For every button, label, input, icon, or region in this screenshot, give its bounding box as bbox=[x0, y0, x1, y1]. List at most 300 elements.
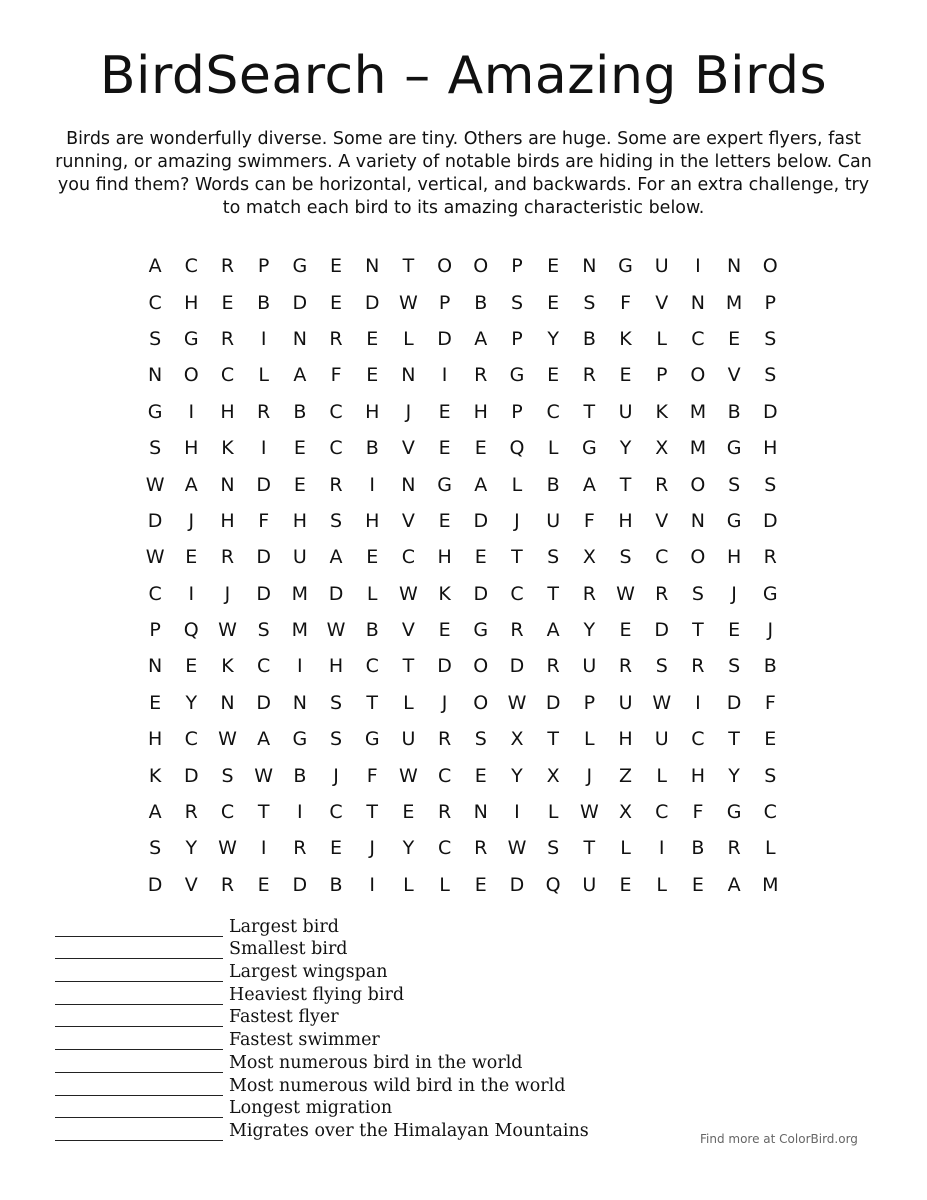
grid-letter[interactable]: H bbox=[690, 764, 706, 787]
grid-letter[interactable]: O bbox=[690, 364, 706, 387]
grid-letter[interactable]: E bbox=[438, 509, 451, 532]
grid-letter[interactable]: E bbox=[547, 364, 560, 387]
grid-letter[interactable]: E bbox=[691, 873, 704, 896]
grid-letter[interactable]: W bbox=[145, 473, 165, 496]
grid-letter[interactable]: S bbox=[728, 473, 741, 496]
grid-letter[interactable]: C bbox=[437, 764, 452, 787]
grid-letter[interactable]: C bbox=[329, 801, 343, 824]
grid-letter[interactable]: R bbox=[727, 837, 741, 860]
grid-letter[interactable]: E bbox=[474, 764, 487, 787]
grid-letter[interactable]: E bbox=[402, 801, 415, 824]
grid-letter[interactable]: E bbox=[438, 437, 451, 460]
grid-letter[interactable]: H bbox=[147, 728, 163, 751]
grid-letter[interactable]: D bbox=[147, 509, 163, 532]
grid-letter[interactable]: O bbox=[473, 255, 489, 278]
grid-letter[interactable]: L bbox=[547, 437, 559, 460]
answer-blank[interactable] bbox=[55, 1056, 223, 1073]
grid-letter[interactable]: C bbox=[401, 546, 416, 569]
grid-letter[interactable]: J bbox=[333, 764, 339, 787]
grid-letter[interactable]: G bbox=[726, 509, 742, 532]
grid-letter[interactable]: Y bbox=[583, 619, 596, 642]
grid-letter[interactable]: X bbox=[655, 437, 669, 460]
grid-letter[interactable]: B bbox=[763, 655, 777, 678]
grid-letter[interactable]: T bbox=[257, 801, 270, 824]
grid-letter[interactable]: C bbox=[437, 837, 452, 860]
grid-letter[interactable]: C bbox=[257, 655, 271, 678]
grid-letter[interactable]: D bbox=[473, 509, 489, 532]
grid-letter[interactable]: C bbox=[546, 400, 560, 423]
grid-letter[interactable]: C bbox=[365, 655, 379, 678]
grid-letter[interactable]: F bbox=[692, 801, 704, 824]
grid-letter[interactable]: N bbox=[401, 473, 416, 496]
grid-letter[interactable]: S bbox=[547, 837, 560, 860]
grid-letter[interactable]: H bbox=[328, 655, 344, 678]
grid-letter[interactable]: E bbox=[728, 619, 741, 642]
grid-letter[interactable]: L bbox=[656, 327, 668, 350]
grid-letter[interactable]: M bbox=[291, 582, 309, 605]
grid-letter[interactable]: R bbox=[474, 364, 488, 387]
grid-letter[interactable]: C bbox=[148, 291, 162, 314]
grid-letter[interactable]: D bbox=[292, 291, 308, 314]
answer-blank[interactable] bbox=[55, 1079, 223, 1096]
grid-letter[interactable]: R bbox=[474, 837, 488, 860]
grid-letter[interactable]: C bbox=[220, 801, 235, 824]
grid-letter[interactable]: U bbox=[401, 728, 416, 751]
grid-letter[interactable]: U bbox=[654, 728, 669, 751]
grid-letter[interactable]: S bbox=[474, 728, 487, 751]
grid-letter[interactable]: H bbox=[220, 400, 235, 423]
grid-letter[interactable]: D bbox=[762, 400, 778, 423]
grid-letter[interactable]: N bbox=[220, 473, 235, 496]
grid-letter[interactable]: R bbox=[257, 400, 271, 423]
grid-letter[interactable]: S bbox=[764, 327, 777, 350]
grid-letter[interactable]: P bbox=[257, 255, 270, 278]
grid-letter[interactable]: M bbox=[689, 400, 707, 423]
grid-letter[interactable]: H bbox=[292, 509, 307, 532]
grid-letter[interactable]: A bbox=[184, 473, 198, 496]
grid-letter[interactable]: G bbox=[762, 582, 778, 605]
grid-letter[interactable]: P bbox=[149, 619, 161, 642]
grid-letter[interactable]: B bbox=[257, 291, 271, 314]
grid-letter[interactable]: C bbox=[691, 728, 705, 751]
grid-letter[interactable]: J bbox=[586, 764, 593, 787]
grid-letter[interactable]: S bbox=[330, 691, 343, 714]
grid-letter[interactable]: L bbox=[764, 837, 776, 860]
grid-letter[interactable]: L bbox=[656, 764, 668, 787]
grid-letter[interactable]: E bbox=[438, 400, 451, 423]
grid-letter[interactable]: F bbox=[620, 291, 631, 314]
grid-letter[interactable]: S bbox=[330, 728, 343, 751]
grid-letter[interactable]: A bbox=[329, 546, 343, 569]
grid-letter[interactable]: A bbox=[582, 473, 596, 496]
grid-letter[interactable]: V bbox=[655, 291, 669, 314]
grid-letter[interactable]: I bbox=[188, 582, 195, 605]
grid-letter[interactable]: R bbox=[437, 801, 452, 824]
grid-letter[interactable]: N bbox=[292, 327, 307, 350]
grid-letter[interactable]: B bbox=[293, 400, 307, 423]
grid-letter[interactable]: W bbox=[652, 691, 672, 714]
grid-letter[interactable]: B bbox=[293, 764, 307, 787]
grid-letter[interactable]: R bbox=[329, 327, 343, 350]
grid-letter[interactable]: N bbox=[401, 364, 416, 387]
grid-letter[interactable]: E bbox=[330, 255, 343, 278]
grid-letter[interactable]: K bbox=[221, 655, 234, 678]
grid-letter[interactable]: E bbox=[149, 691, 162, 714]
grid-letter[interactable]: W bbox=[399, 291, 418, 314]
grid-letter[interactable]: T bbox=[619, 473, 632, 496]
grid-letter[interactable]: E bbox=[185, 655, 198, 678]
grid-letter[interactable]: T bbox=[366, 691, 379, 714]
grid-letter[interactable]: F bbox=[583, 509, 595, 532]
grid-letter[interactable]: I bbox=[188, 400, 195, 423]
answer-blank[interactable] bbox=[55, 942, 223, 959]
grid-letter[interactable]: J bbox=[731, 582, 737, 605]
grid-letter[interactable]: L bbox=[656, 873, 668, 896]
grid-letter[interactable]: D bbox=[437, 655, 452, 678]
grid-letter[interactable]: D bbox=[256, 473, 271, 496]
grid-letter[interactable]: I bbox=[260, 437, 267, 460]
grid-letter[interactable]: D bbox=[545, 691, 561, 714]
grid-letter[interactable]: K bbox=[619, 327, 632, 350]
grid-letter[interactable]: D bbox=[256, 691, 271, 714]
grid-letter[interactable]: G bbox=[618, 255, 633, 278]
grid-letter[interactable]: S bbox=[149, 437, 162, 460]
grid-letter[interactable]: J bbox=[514, 509, 520, 532]
grid-letter[interactable]: J bbox=[188, 509, 195, 532]
grid-letter[interactable]: O bbox=[762, 255, 778, 278]
grid-letter[interactable]: E bbox=[438, 619, 451, 642]
grid-letter[interactable]: J bbox=[767, 619, 774, 642]
grid-letter[interactable]: P bbox=[438, 291, 451, 314]
grid-letter[interactable]: H bbox=[184, 291, 199, 314]
grid-letter[interactable]: D bbox=[183, 764, 199, 787]
grid-letter[interactable]: O bbox=[690, 473, 706, 496]
grid-letter[interactable]: Q bbox=[545, 873, 561, 896]
grid-letter[interactable]: H bbox=[220, 509, 235, 532]
grid-letter[interactable]: R bbox=[655, 473, 669, 496]
grid-letter[interactable]: I bbox=[695, 691, 701, 714]
grid-letter[interactable]: E bbox=[293, 437, 306, 460]
grid-letter[interactable]: B bbox=[474, 291, 488, 314]
grid-letter[interactable]: G bbox=[509, 364, 525, 387]
grid-letter[interactable]: G bbox=[437, 473, 452, 496]
grid-letter[interactable]: N bbox=[690, 509, 706, 532]
grid-letter[interactable]: E bbox=[330, 837, 343, 860]
grid-letter[interactable]: G bbox=[581, 437, 597, 460]
grid-letter[interactable]: D bbox=[328, 582, 344, 605]
grid-letter[interactable]: N bbox=[473, 801, 488, 824]
grid-letter[interactable]: R bbox=[510, 619, 524, 642]
grid-letter[interactable]: D bbox=[147, 873, 163, 896]
grid-letter[interactable]: M bbox=[725, 291, 743, 314]
grid-letter[interactable]: S bbox=[764, 473, 777, 496]
grid-letter[interactable]: A bbox=[257, 728, 271, 751]
grid-letter[interactable]: S bbox=[221, 764, 234, 787]
grid-letter[interactable]: E bbox=[293, 473, 306, 496]
grid-letter[interactable]: A bbox=[474, 473, 488, 496]
grid-letter[interactable]: D bbox=[509, 873, 525, 896]
grid-letter[interactable]: E bbox=[330, 291, 343, 314]
grid-letter[interactable]: U bbox=[582, 873, 597, 896]
grid-letter[interactable]: Y bbox=[728, 764, 740, 787]
grid-letter[interactable]: I bbox=[369, 873, 376, 896]
grid-letter[interactable]: R bbox=[582, 364, 596, 387]
grid-letter[interactable]: T bbox=[583, 837, 596, 860]
grid-letter[interactable]: D bbox=[292, 873, 308, 896]
grid-letter[interactable]: Y bbox=[511, 764, 523, 787]
grid-letter[interactable]: R bbox=[293, 837, 307, 860]
grid-letter[interactable]: N bbox=[147, 364, 163, 387]
grid-letter[interactable]: B bbox=[727, 400, 741, 423]
grid-letter[interactable]: N bbox=[292, 691, 307, 714]
grid-letter[interactable]: C bbox=[691, 327, 705, 350]
grid-letter[interactable]: Q bbox=[183, 619, 199, 642]
grid-letter[interactable]: T bbox=[402, 255, 415, 278]
grid-letter[interactable]: P bbox=[511, 255, 523, 278]
grid-letter[interactable]: O bbox=[473, 691, 489, 714]
grid-letter[interactable]: F bbox=[366, 764, 378, 787]
grid-letter[interactable]: G bbox=[473, 619, 489, 642]
grid-letter[interactable]: A bbox=[474, 327, 488, 350]
grid-letter[interactable]: W bbox=[507, 691, 527, 714]
grid-letter[interactable]: T bbox=[728, 728, 740, 751]
grid-letter[interactable]: S bbox=[655, 655, 668, 678]
grid-letter[interactable]: G bbox=[292, 728, 308, 751]
grid-letter[interactable]: D bbox=[762, 509, 778, 532]
grid-letter[interactable]: E bbox=[474, 873, 487, 896]
grid-letter[interactable]: H bbox=[365, 400, 380, 423]
grid-letter[interactable]: C bbox=[148, 582, 162, 605]
grid-letter[interactable]: K bbox=[655, 400, 668, 423]
grid-letter[interactable]: T bbox=[692, 619, 704, 642]
grid-letter[interactable]: Y bbox=[547, 327, 559, 350]
grid-letter[interactable]: E bbox=[366, 327, 379, 350]
grid-letter[interactable]: B bbox=[691, 837, 705, 860]
grid-letter[interactable]: G bbox=[364, 728, 380, 751]
grid-letter[interactable]: D bbox=[726, 691, 742, 714]
grid-letter[interactable]: E bbox=[764, 728, 777, 751]
grid-letter[interactable]: W bbox=[326, 619, 346, 642]
grid-letter[interactable]: N bbox=[690, 291, 706, 314]
grid-letter[interactable]: S bbox=[149, 837, 162, 860]
grid-letter[interactable]: T bbox=[583, 400, 596, 423]
grid-letter[interactable]: D bbox=[473, 582, 489, 605]
grid-letter[interactable]: H bbox=[473, 400, 488, 423]
grid-letter[interactable]: K bbox=[438, 582, 451, 605]
grid-letter[interactable]: S bbox=[691, 582, 704, 605]
grid-letter[interactable]: Y bbox=[185, 691, 198, 714]
grid-letter[interactable]: V bbox=[184, 873, 198, 896]
answer-blank[interactable] bbox=[55, 1101, 223, 1118]
grid-letter[interactable]: E bbox=[547, 255, 560, 278]
grid-letter[interactable]: V bbox=[727, 364, 741, 387]
grid-letter[interactable]: W bbox=[145, 546, 165, 569]
grid-letter[interactable]: H bbox=[618, 728, 633, 751]
grid-letter[interactable]: S bbox=[510, 291, 523, 314]
grid-letter[interactable]: E bbox=[474, 437, 487, 460]
grid-letter[interactable]: X bbox=[510, 728, 524, 751]
grid-letter[interactable]: E bbox=[728, 327, 741, 350]
grid-letter[interactable]: S bbox=[619, 546, 632, 569]
grid-letter[interactable]: S bbox=[764, 364, 777, 387]
grid-letter[interactable]: B bbox=[546, 473, 560, 496]
grid-letter[interactable]: S bbox=[149, 327, 162, 350]
grid-letter[interactable]: G bbox=[292, 255, 308, 278]
grid-letter[interactable]: S bbox=[583, 291, 596, 314]
grid-letter[interactable]: F bbox=[258, 509, 270, 532]
grid-letter[interactable]: R bbox=[655, 582, 669, 605]
grid-letter[interactable]: X bbox=[582, 546, 596, 569]
grid-letter[interactable]: U bbox=[582, 655, 597, 678]
grid-letter[interactable]: C bbox=[329, 437, 343, 460]
grid-letter[interactable]: N bbox=[365, 255, 380, 278]
grid-letter[interactable]: R bbox=[763, 546, 777, 569]
grid-letter[interactable]: A bbox=[727, 873, 741, 896]
grid-letter[interactable]: P bbox=[655, 364, 668, 387]
grid-letter[interactable]: V bbox=[401, 509, 415, 532]
grid-letter[interactable]: Y bbox=[402, 837, 415, 860]
grid-letter[interactable]: W bbox=[579, 801, 599, 824]
grid-letter[interactable]: Z bbox=[619, 764, 633, 787]
grid-letter[interactable]: W bbox=[507, 837, 527, 860]
grid-letter[interactable]: C bbox=[220, 364, 235, 387]
grid-letter[interactable]: L bbox=[403, 873, 414, 896]
grid-letter[interactable]: H bbox=[437, 546, 452, 569]
grid-letter[interactable]: C bbox=[184, 728, 198, 751]
grid-letter[interactable]: L bbox=[403, 327, 414, 350]
grid-letter[interactable]: B bbox=[365, 437, 379, 460]
grid-letter[interactable]: A bbox=[546, 619, 560, 642]
grid-letter[interactable]: H bbox=[365, 509, 380, 532]
grid-letter[interactable]: F bbox=[330, 364, 342, 387]
grid-letter[interactable]: E bbox=[547, 291, 560, 314]
grid-letter[interactable]: E bbox=[221, 291, 234, 314]
grid-letter[interactable]: D bbox=[256, 582, 271, 605]
grid-letter[interactable]: E bbox=[474, 546, 487, 569]
grid-letter[interactable]: P bbox=[511, 400, 523, 423]
grid-letter[interactable]: L bbox=[511, 473, 523, 496]
grid-letter[interactable]: I bbox=[695, 255, 701, 278]
grid-letter[interactable]: B bbox=[582, 327, 596, 350]
grid-letter[interactable]: A bbox=[148, 255, 162, 278]
grid-letter[interactable]: I bbox=[297, 801, 303, 824]
grid-letter[interactable]: C bbox=[329, 400, 343, 423]
grid-letter[interactable]: U bbox=[292, 546, 307, 569]
grid-letter[interactable]: K bbox=[148, 764, 162, 787]
grid-letter[interactable]: K bbox=[221, 437, 234, 460]
grid-letter[interactable]: X bbox=[546, 764, 560, 787]
grid-letter[interactable]: U bbox=[654, 255, 669, 278]
answer-blank[interactable] bbox=[55, 1010, 223, 1027]
grid-letter[interactable]: L bbox=[584, 728, 595, 751]
grid-letter[interactable]: E bbox=[257, 873, 270, 896]
grid-letter[interactable]: R bbox=[546, 655, 560, 678]
grid-letter[interactable]: R bbox=[184, 801, 198, 824]
grid-letter[interactable]: E bbox=[185, 546, 198, 569]
grid-letter[interactable]: R bbox=[220, 873, 235, 896]
grid-letter[interactable]: T bbox=[547, 728, 559, 751]
grid-letter[interactable]: N bbox=[582, 255, 597, 278]
grid-letter[interactable]: F bbox=[764, 691, 776, 714]
grid-letter[interactable]: H bbox=[184, 437, 199, 460]
grid-letter[interactable]: E bbox=[619, 873, 632, 896]
grid-letter[interactable]: L bbox=[547, 801, 559, 824]
grid-letter[interactable]: R bbox=[220, 255, 235, 278]
grid-letter[interactable]: M bbox=[762, 873, 779, 896]
grid-letter[interactable]: B bbox=[365, 619, 379, 642]
grid-letter[interactable]: E bbox=[619, 364, 632, 387]
grid-letter[interactable]: N bbox=[147, 655, 163, 678]
grid-letter[interactable]: T bbox=[402, 655, 415, 678]
grid-letter[interactable]: R bbox=[618, 655, 633, 678]
grid-letter[interactable]: G bbox=[726, 437, 742, 460]
answer-blank[interactable] bbox=[55, 920, 223, 937]
grid-letter[interactable]: G bbox=[183, 327, 199, 350]
grid-letter[interactable]: W bbox=[616, 582, 635, 605]
grid-letter[interactable]: D bbox=[654, 619, 670, 642]
grid-letter[interactable]: U bbox=[618, 691, 633, 714]
grid-letter[interactable]: M bbox=[689, 437, 707, 460]
grid-letter[interactable]: I bbox=[441, 364, 448, 387]
grid-letter[interactable]: P bbox=[764, 291, 777, 314]
grid-letter[interactable]: H bbox=[726, 546, 742, 569]
grid-letter[interactable]: R bbox=[220, 546, 235, 569]
grid-letter[interactable]: D bbox=[437, 327, 452, 350]
grid-letter[interactable]: O bbox=[183, 364, 199, 387]
grid-letter[interactable]: Y bbox=[619, 437, 632, 460]
grid-letter[interactable]: U bbox=[618, 400, 633, 423]
grid-letter[interactable]: O bbox=[690, 546, 706, 569]
grid-letter[interactable]: W bbox=[218, 728, 237, 751]
grid-letter[interactable]: S bbox=[330, 509, 343, 532]
grid-letter[interactable]: T bbox=[547, 582, 559, 605]
grid-letter[interactable]: E bbox=[366, 364, 379, 387]
grid-letter[interactable]: G bbox=[147, 400, 163, 423]
grid-letter[interactable]: X bbox=[619, 801, 633, 824]
grid-letter[interactable]: I bbox=[514, 801, 520, 824]
grid-letter[interactable]: L bbox=[439, 873, 450, 896]
grid-letter[interactable]: D bbox=[364, 291, 380, 314]
answer-blank[interactable] bbox=[55, 965, 223, 982]
grid-letter[interactable]: C bbox=[510, 582, 524, 605]
grid-letter[interactable]: P bbox=[511, 327, 523, 350]
grid-letter[interactable]: I bbox=[658, 837, 665, 860]
grid-letter[interactable]: J bbox=[441, 691, 448, 714]
grid-letter[interactable]: W bbox=[254, 764, 274, 787]
grid-letter[interactable]: C bbox=[763, 801, 777, 824]
grid-letter[interactable]: A bbox=[293, 364, 307, 387]
grid-letter[interactable]: E bbox=[366, 546, 379, 569]
grid-letter[interactable]: T bbox=[366, 801, 379, 824]
grid-letter[interactable]: S bbox=[764, 764, 777, 787]
grid-letter[interactable]: W bbox=[218, 619, 237, 642]
grid-letter[interactable]: L bbox=[258, 364, 269, 387]
grid-letter[interactable]: N bbox=[726, 255, 742, 278]
grid-letter[interactable]: J bbox=[405, 400, 412, 423]
grid-letter[interactable]: S bbox=[547, 546, 560, 569]
grid-letter[interactable]: C bbox=[655, 546, 669, 569]
grid-letter[interactable]: W bbox=[218, 837, 237, 860]
grid-letter[interactable]: I bbox=[297, 655, 303, 678]
grid-letter[interactable]: O bbox=[473, 655, 489, 678]
grid-letter[interactable]: I bbox=[369, 473, 376, 496]
answer-blank[interactable] bbox=[55, 988, 223, 1005]
grid-letter[interactable]: H bbox=[618, 509, 633, 532]
grid-letter[interactable]: Y bbox=[185, 837, 198, 860]
grid-letter[interactable]: A bbox=[148, 801, 162, 824]
grid-letter[interactable]: D bbox=[256, 546, 271, 569]
grid-letter[interactable]: R bbox=[437, 728, 452, 751]
